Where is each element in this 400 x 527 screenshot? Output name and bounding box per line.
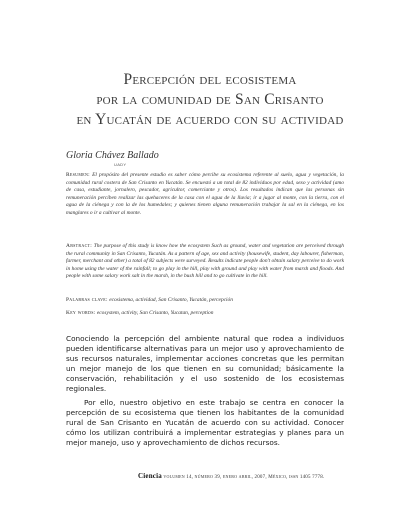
page-footer — [138, 472, 368, 480]
footer-citation: volumen 14, número 39, enero abril, 2007, México, issn 1405 7778. — [163, 475, 325, 480]
abstract-label: Abstract: — [66, 243, 93, 249]
palabras-text: ecosistema, actividad, San Crisanto, Yucatán, percepción — [109, 297, 233, 303]
article-title — [60, 70, 360, 130]
title-line: en Yucatán de acuerdo con su actividad — [76, 111, 344, 128]
palabras-clave — [66, 297, 344, 305]
resumen-block — [66, 172, 344, 218]
key-words — [66, 310, 344, 318]
journal-logo: Ciencia — [138, 472, 162, 480]
keywords-label: Key words: — [66, 310, 96, 316]
keywords-text: ecosystem, activity, San Crisanto, Yucatan, perception — [96, 310, 214, 316]
abstract-block — [66, 243, 344, 281]
author-name: Gloria Chávez Ballado — [66, 150, 159, 161]
title-line: Percepción del ecosistema — [123, 71, 297, 88]
body-paragraph: Conociendo la percepción del ambiente natural que rodea a individuos pueden identificarse alternativas para un mejor uso y aprovechamiento de sus recursos naturales, implementar acciones concretas que les permitan un mejor manejo de los que tienen en su comunidad; básicamente la conservación, rehabilitación y el uso sostenido de los ecosistemas regionales. — [66, 334, 344, 393]
palabras-label: Palabras clave: — [66, 297, 108, 303]
resumen-text: El propósito del presente estudio es saber cómo percibe su ecosistema referente al suelo, agua y vegetación, la comunidad rural costera de San Crisanto en Yucatán. Se encuestó a un total de 82 individuos por edad, sexo y actividad (amo de casa, estudiante, jornalero, pescador, agricultor, comerciante y otros). Los resultados indican que las personas sin remuneración perciben realizar las quehaceres de la casa con el agua de la lluvia; ir a jugar al monte, con la tierra, con el agua de la ciénega y con la de los humedales; y quienes tienen alguna remuneración trabajar la sal en la ciénega, en los manglares o ir a cultivar al monte. — [66, 172, 344, 216]
author-affiliation: UADY — [114, 162, 127, 167]
title-line: por la comunidad de San Crisanto — [96, 91, 324, 108]
resumen-label: Resumen: — [66, 172, 90, 178]
abstract-text: The purpose of this study is know how the ecosystem Such as ground, water and vegetation are perceived through the rural community in San Crisanto, Yucatán. As a pattern of age, sex and activity (housewife, student, day labourer, fisherman, farmer, merchant and other) a total of 82 subjects were surveyed. Results indicate people don't obtain salary perceive to do work in home using the water of the rainfall; to go play in the hill, play with ground and play with water from marsh and floods. And people with some salary work salt in the marsh, in the bush hill and to go cultivate in the hill. — [66, 243, 344, 280]
body-paragraph: Por ello, nuestro objetivo en este trabajo se centra en conocer la percepción de su ecosistema que tienen los habitantes de la comunidad rural de San Crisanto en Yucatán de acuerdo con su actividad. Conocer cómo los utilizan contribuirá a implementar estrategias y planes para un mejor manejo, uso y aprovechamiento de dichos recursos. — [66, 398, 344, 447]
